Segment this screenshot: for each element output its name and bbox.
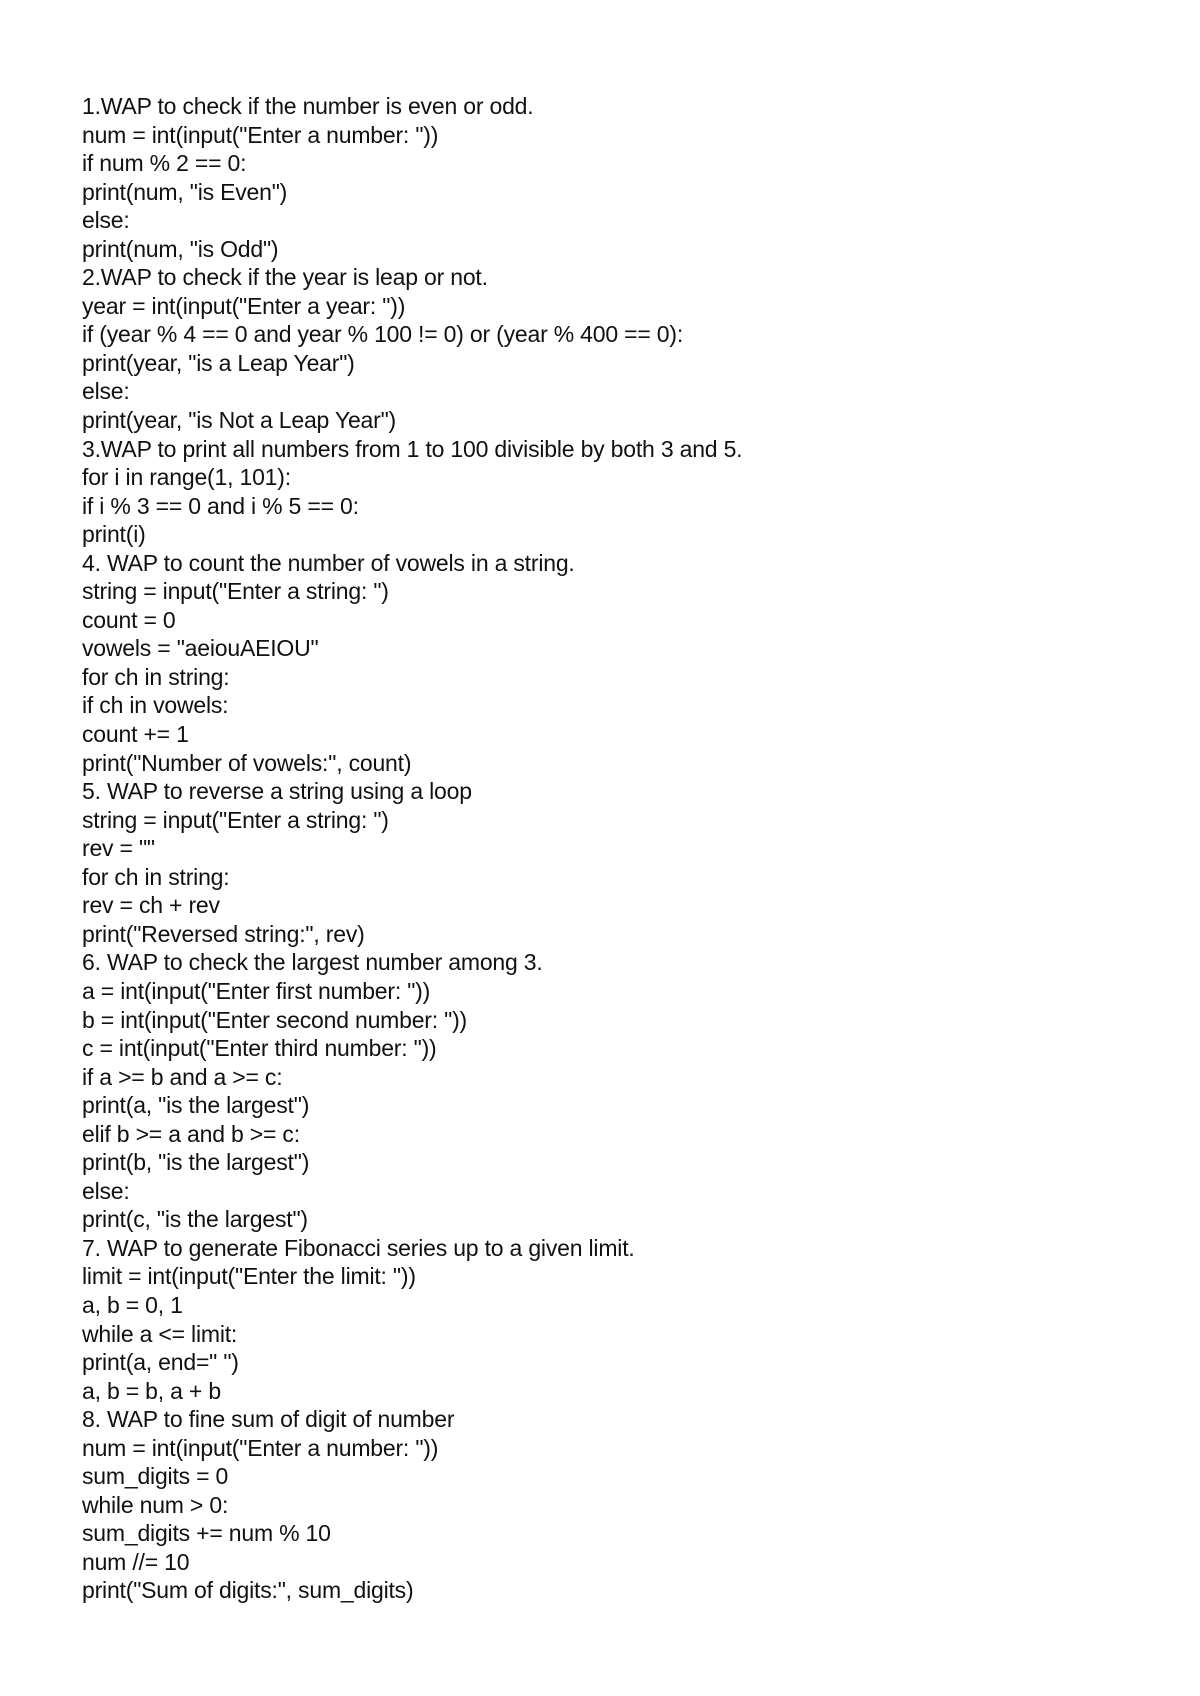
code-line: if num % 2 == 0: (82, 150, 247, 177)
code-line: count = 0 (82, 606, 176, 633)
code-line: a, b = b, a + b (82, 1377, 221, 1404)
code-line: while a <= limit: (82, 1320, 238, 1347)
heading-q3: 3.WAP to print all numbers from 1 to 100 divisible by both 3 and 5. (82, 435, 743, 462)
code-line: rev = ch + rev (82, 892, 220, 919)
code-line: print(c, "is the largest") (82, 1206, 308, 1233)
code-line: for ch in string: (82, 863, 230, 890)
code-line: print(num, "is Even") (82, 178, 288, 205)
document-text (82, 92, 1142, 1605)
code-line: for ch in string: (82, 663, 230, 690)
code-line: print(num, "is Odd") (82, 235, 279, 262)
code-line: count += 1 (82, 721, 189, 748)
code-line: year = int(input("Enter a year: ")) (82, 292, 406, 319)
heading-q1: 1.WAP to check if the number is even or odd. (82, 93, 534, 119)
code-line: print("Sum of digits:", sum_digits) (82, 1577, 414, 1604)
code-line: string = input("Enter a string: ") (82, 578, 389, 605)
code-line: for i in range(1, 101): (82, 464, 291, 491)
heading-q7: 7. WAP to generate Fibonacci series up to a given limit. (82, 1234, 635, 1261)
code-line: print(i) (82, 521, 146, 548)
code-line: print(b, "is the largest") (82, 1149, 310, 1176)
heading-q4: 4. WAP to count the number of vowels in a string. (82, 549, 575, 576)
code-line: while num > 0: (82, 1491, 229, 1518)
code-line: rev = "" (82, 835, 155, 862)
code-line: a, b = 0, 1 (82, 1291, 183, 1318)
code-line: if a >= b and a >= c: (82, 1063, 283, 1090)
code-line: print(a, end=" ") (82, 1349, 239, 1376)
code-line: limit = int(input("Enter the limit: ")) (82, 1263, 416, 1290)
code-line: print(a, "is the largest") (82, 1092, 310, 1119)
code-line: else: (82, 1177, 130, 1204)
code-line: num //= 10 (82, 1548, 190, 1575)
code-line: else: (82, 207, 130, 234)
heading-q6: 6. WAP to check the largest number among 3. (82, 949, 543, 976)
code-line: sum_digits += num % 10 (82, 1520, 331, 1547)
code-line: a = int(input("Enter first number: ")) (82, 977, 431, 1004)
code-line: if ch in vowels: (82, 692, 229, 719)
code-line: b = int(input("Enter second number: ")) (82, 1006, 468, 1033)
heading-q2: 2.WAP to check if the year is leap or not. (82, 264, 488, 291)
code-line: num = int(input("Enter a number: ")) (82, 1434, 439, 1461)
code-line: if (year % 4 == 0 and year % 100 != 0) or (year % 400 == 0): (82, 321, 684, 348)
code-line: print(year, "is Not a Leap Year") (82, 407, 397, 434)
code-line: else: (82, 378, 130, 405)
heading-q5: 5. WAP to reverse a string using a loop (82, 778, 472, 805)
code-line: c = int(input("Enter third number: ")) (82, 1035, 437, 1062)
code-line: if i % 3 == 0 and i % 5 == 0: (82, 492, 359, 519)
heading-q8: 8. WAP to fine sum of digit of number (82, 1406, 455, 1433)
code-line: sum_digits = 0 (82, 1463, 229, 1490)
code-line: print("Reversed string:", rev) (82, 920, 365, 947)
code-line: elif b >= a and b >= c: (82, 1120, 300, 1147)
code-line: print("Number of vowels:", count) (82, 749, 412, 776)
code-line: print(year, "is a Leap Year") (82, 349, 355, 376)
code-line: num = int(input("Enter a number: ")) (82, 121, 439, 148)
code-line: string = input("Enter a string: ") (82, 806, 389, 833)
code-line: vowels = "aeiouAEIOU" (82, 635, 319, 662)
